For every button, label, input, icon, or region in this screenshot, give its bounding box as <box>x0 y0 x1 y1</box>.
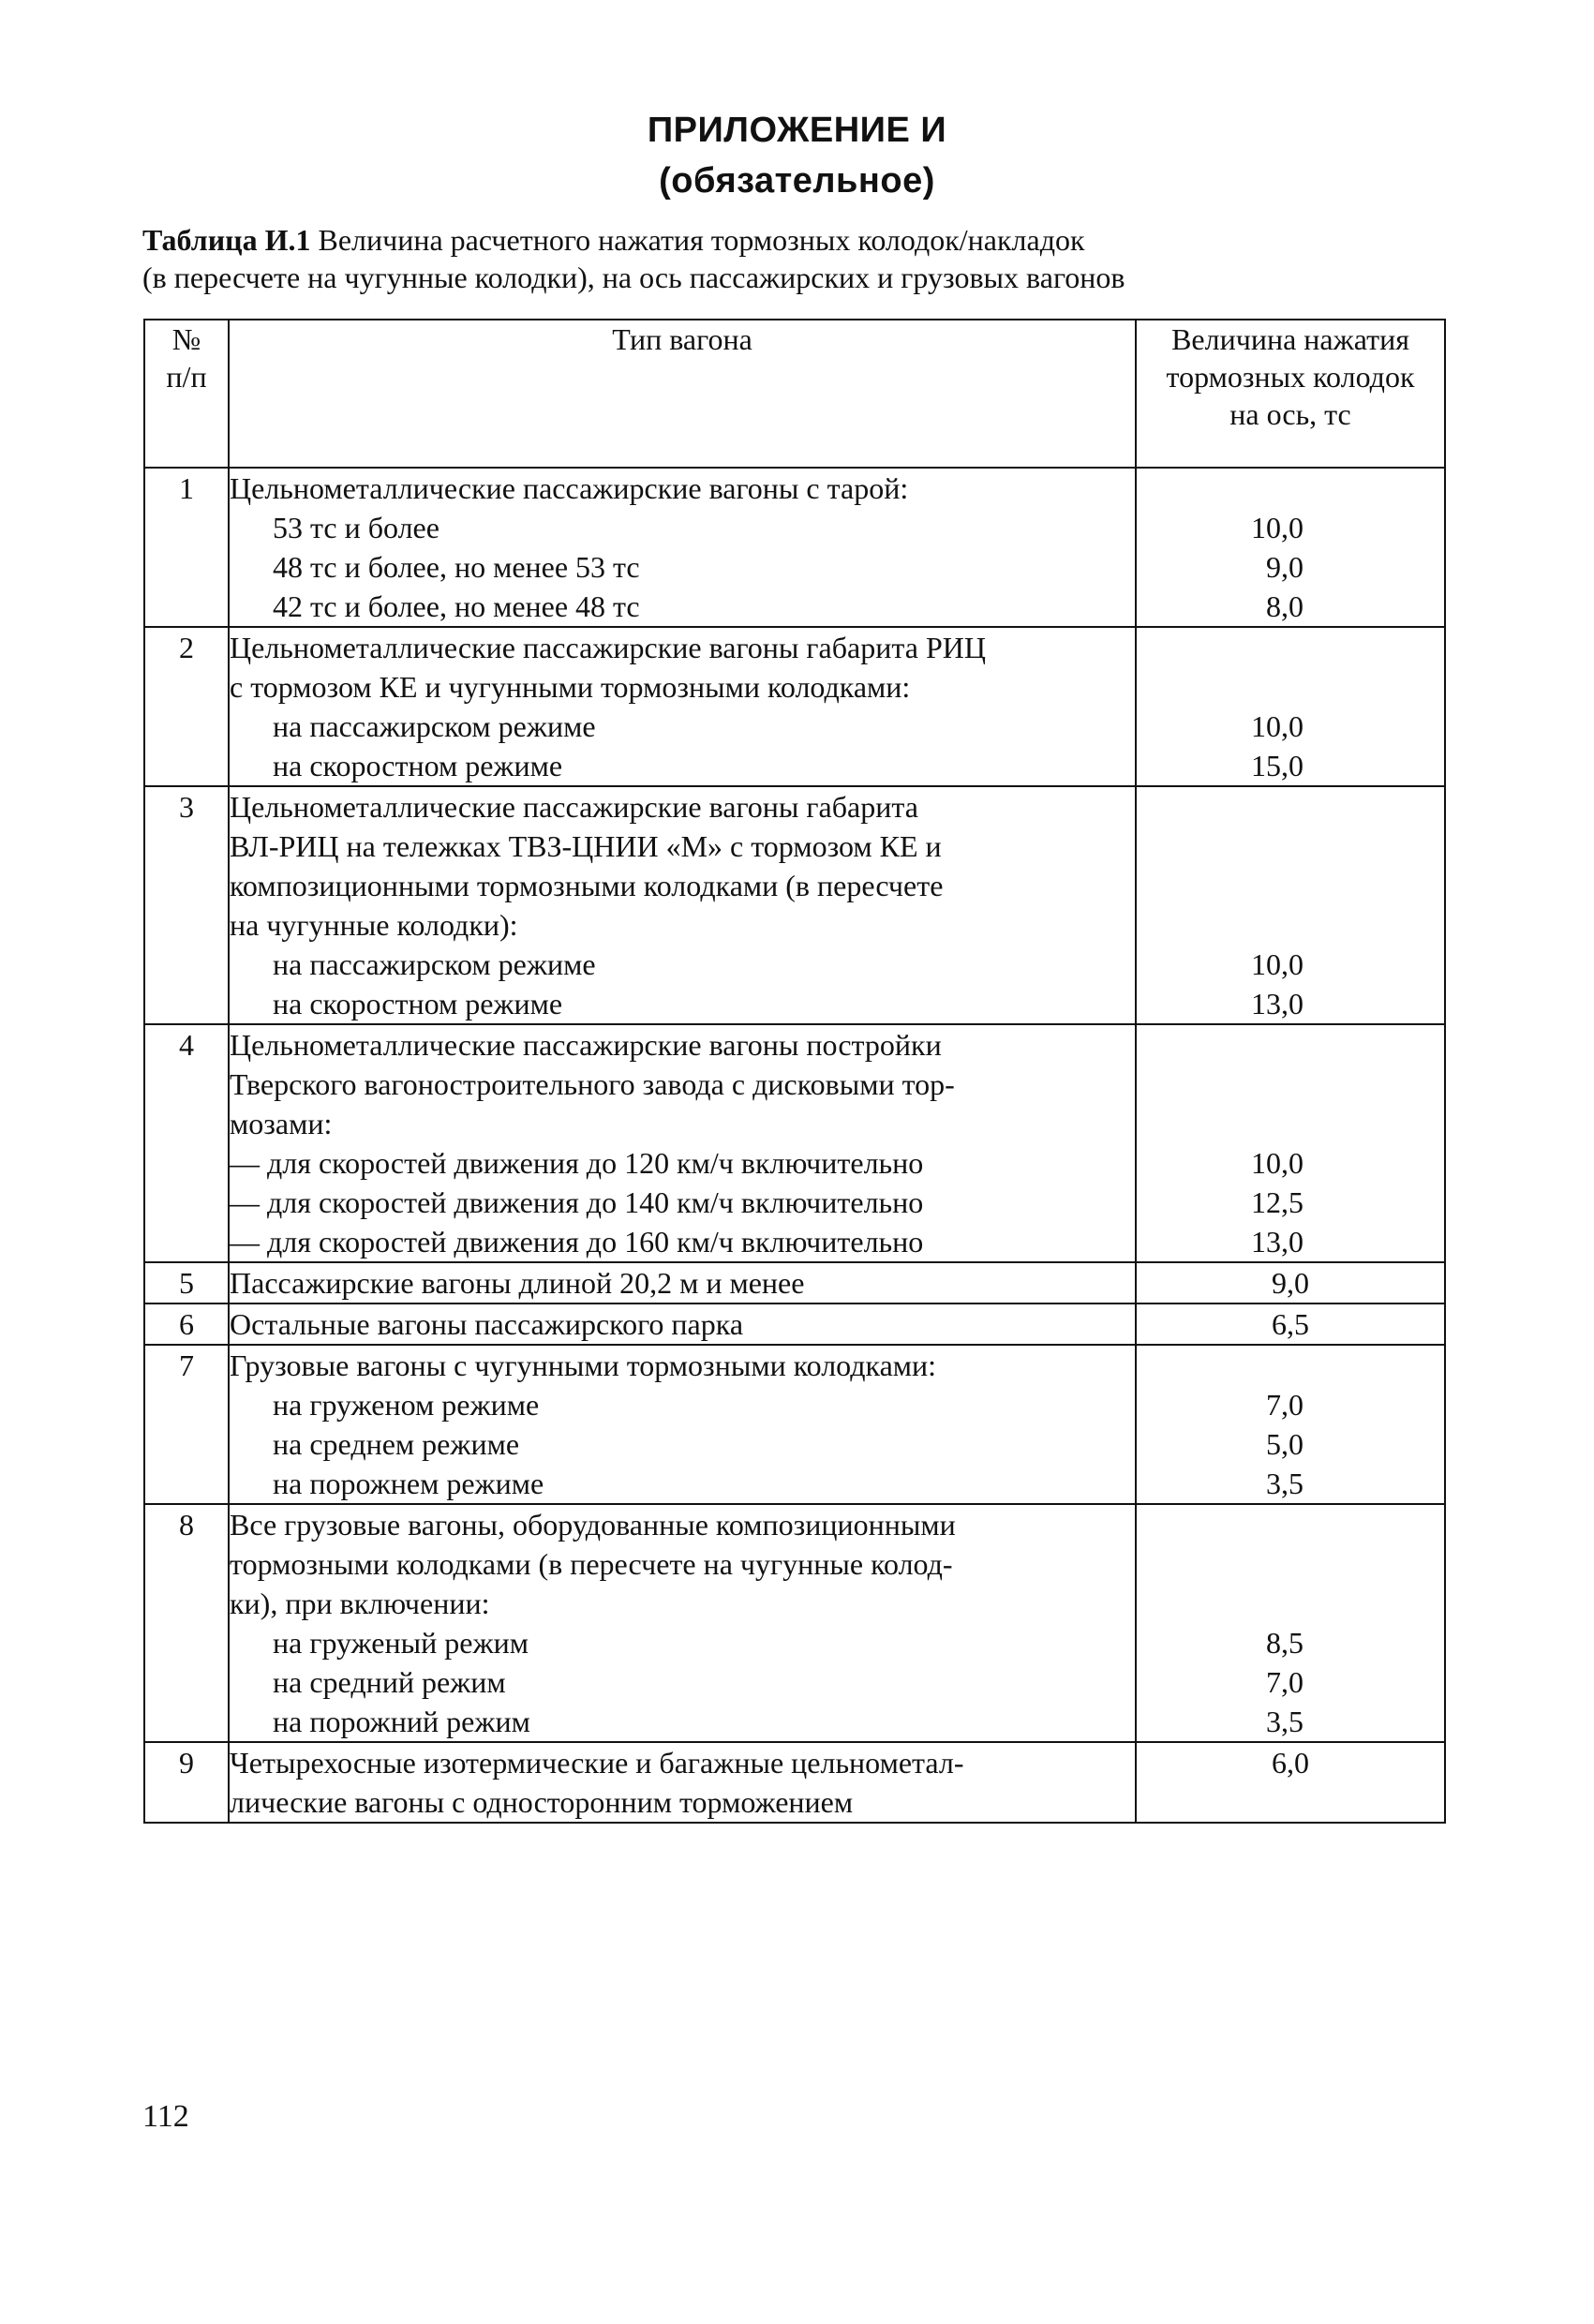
row-value: 12,5 <box>1251 1185 1304 1219</box>
table-row <box>144 1345 1445 1504</box>
row-value: 10,0 <box>1251 709 1304 743</box>
row-wagon-type <box>229 1262 1136 1304</box>
row-text-line: ки), при включении: <box>230 1587 490 1620</box>
row-text-line: Тверского вагоностроительного завода с дисковыми тор- <box>230 1067 955 1101</box>
table-caption-line1: Величина расчетного нажатия тормозных колодок/накладок <box>318 223 1085 257</box>
row-number: 2 <box>144 627 229 786</box>
table-caption-label: Таблица И.1 <box>142 223 311 257</box>
header-number-abbr: п/п <box>166 360 207 394</box>
row-wagon-type <box>229 468 1136 627</box>
row-text-line: на пассажирском режиме <box>273 947 596 981</box>
row-number: 4 <box>144 1024 229 1262</box>
row-text-line: на скоростном режиме <box>273 749 563 782</box>
row-number: 7 <box>144 1345 229 1504</box>
row-value: 10,0 <box>1251 511 1304 544</box>
table-row <box>144 1304 1445 1345</box>
row-text-line: на груженом режиме <box>273 1388 540 1422</box>
row-text-line: на порожнем режиме <box>273 1467 544 1500</box>
row-text-line: ВЛ-РИЦ на тележках ТВЗ-ЦНИИ «М» с тормозом КЕ и <box>230 829 942 863</box>
row-text-line: Пассажирские вагоны длиной 20,2 м и менее <box>230 1266 805 1300</box>
row-value: 7,0 <box>1266 1388 1304 1422</box>
page-number: 112 <box>142 2099 189 2134</box>
row-number: 9 <box>144 1742 229 1823</box>
table-row <box>144 1504 1445 1742</box>
row-text-line: Цельнометаллические пассажирские вагоны габарита <box>230 790 918 824</box>
row-text-line: Остальные вагоны пассажирского парка <box>230 1307 744 1341</box>
row-text-line: Цельнометаллические пассажирские вагоны постройки <box>230 1028 942 1062</box>
row-wagon-type <box>229 627 1136 786</box>
row-wagon-type <box>229 1504 1136 1742</box>
row-value: 3,5 <box>1266 1705 1304 1738</box>
header-value-line1: Величина нажатия <box>1171 322 1409 356</box>
row-number: 5 <box>144 1262 229 1304</box>
row-text-line: на чугунные колодки): <box>230 908 518 942</box>
row-value: 8,5 <box>1266 1626 1304 1660</box>
table-row <box>144 786 1445 1024</box>
row-brake-values <box>1136 468 1445 627</box>
header-number <box>144 320 229 468</box>
row-brake-values <box>1136 1262 1445 1304</box>
row-value: 13,0 <box>1251 1225 1304 1259</box>
table-row <box>144 1742 1445 1823</box>
row-value: 9,0 <box>1266 550 1304 584</box>
header-value-line3: на ось, тс <box>1229 397 1351 431</box>
row-text-line: на среднем режиме <box>273 1427 520 1461</box>
row-text-line: на пассажирском режиме <box>273 709 596 743</box>
row-text-line: Цельнометаллические пассажирские вагоны с тарой: <box>230 471 909 505</box>
row-value: 3,5 <box>1266 1467 1304 1500</box>
row-text-line: на порожний режим <box>273 1705 530 1738</box>
row-value: 5,0 <box>1266 1427 1304 1461</box>
row-brake-values <box>1136 1024 1445 1262</box>
row-text-line: 48 тс и более, но менее 53 тс <box>273 550 640 584</box>
row-wagon-type <box>229 1345 1136 1504</box>
row-text-line: на средний режим <box>273 1665 506 1699</box>
row-text-line: — для скоростей движения до 120 км/ч включительно <box>230 1146 924 1180</box>
row-value: 13,0 <box>1251 987 1304 1020</box>
row-number: 8 <box>144 1504 229 1742</box>
row-value: 10,0 <box>1251 1146 1304 1180</box>
table-caption-line2: (в пересчете на чугунные колодки), на ось пассажирских и грузовых вагонов <box>142 261 1125 294</box>
header-value-line2: тормозных колодок <box>1166 360 1415 394</box>
table-header-row <box>144 320 1445 468</box>
row-brake-values <box>1136 1742 1445 1823</box>
row-number: 1 <box>144 468 229 627</box>
row-text-line: на груженый режим <box>273 1626 529 1660</box>
row-number: 6 <box>144 1304 229 1345</box>
row-wagon-type <box>229 786 1136 1024</box>
table-body <box>144 468 1445 1823</box>
row-brake-values <box>1136 627 1445 786</box>
row-value: 10,0 <box>1251 947 1304 981</box>
row-value: 6,0 <box>1272 1746 1309 1780</box>
table-caption <box>142 221 1454 296</box>
row-text-line: Грузовые вагоны с чугунными тормозными колодками: <box>230 1348 937 1382</box>
row-value: 9,0 <box>1272 1266 1309 1300</box>
table-row <box>144 1262 1445 1304</box>
header-brake-value <box>1136 320 1445 468</box>
row-text-line: с тормозом КЕ и чугунными тормозными колодками: <box>230 670 911 704</box>
row-text-line: Цельнометаллические пассажирские вагоны габарита РИЦ <box>230 631 986 664</box>
header-wagon-type: Тип вагона <box>229 320 1136 468</box>
row-value: 8,0 <box>1266 589 1304 623</box>
row-wagon-type <box>229 1024 1136 1262</box>
row-brake-values <box>1136 1304 1445 1345</box>
row-text-line: на скоростном режиме <box>273 987 563 1020</box>
row-value: 6,5 <box>1272 1307 1309 1341</box>
row-text-line: — для скоростей движения до 160 км/ч включительно <box>230 1225 924 1259</box>
row-brake-values <box>1136 786 1445 1024</box>
row-value: 15,0 <box>1251 749 1304 782</box>
row-value: 7,0 <box>1266 1665 1304 1699</box>
row-text-line: тормозными колодками (в пересчете на чугунные колод- <box>230 1547 953 1581</box>
row-number: 3 <box>144 786 229 1024</box>
brake-force-table <box>143 319 1446 1824</box>
appendix-title: ПРИЛОЖЕНИЕ И <box>647 111 947 150</box>
row-text-line: лические вагоны с односторонним торможением <box>230 1785 854 1819</box>
row-text-line: Четырехосные изотермические и багажные цельнометал- <box>230 1746 964 1780</box>
row-brake-values <box>1136 1345 1445 1504</box>
row-wagon-type <box>229 1742 1136 1823</box>
row-text-line: 53 тс и более <box>273 511 439 544</box>
header-number-sign: № <box>171 322 201 356</box>
row-text-line: мозами: <box>230 1107 333 1140</box>
row-text-line: 42 тс и более, но менее 48 тс <box>273 589 640 623</box>
row-wagon-type <box>229 1304 1136 1345</box>
row-text-line: Все грузовые вагоны, оборудованные композиционными <box>230 1508 956 1542</box>
appendix-subtitle: (обязательное) <box>659 161 935 201</box>
row-text-line: — для скоростей движения до 140 км/ч включительно <box>230 1185 924 1219</box>
table-row <box>144 1024 1445 1262</box>
table-row <box>144 468 1445 627</box>
row-brake-values <box>1136 1504 1445 1742</box>
row-text-line: композиционными тормозными колодками (в пересчете <box>230 869 944 902</box>
table-row <box>144 627 1445 786</box>
